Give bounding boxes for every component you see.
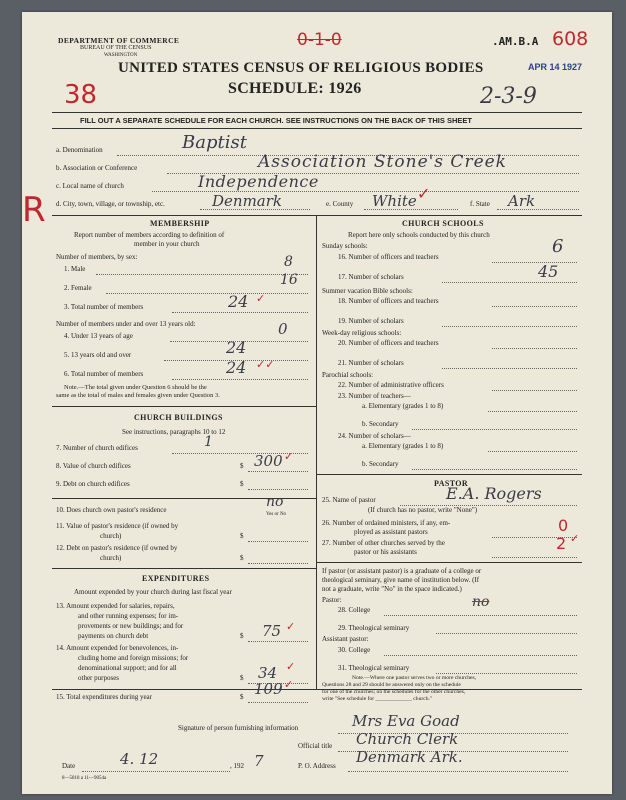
handwritten-date-code: 2-3-9	[480, 84, 537, 109]
buildings-heading: CHURCH BUILDINGS	[134, 413, 223, 422]
dollar-sign: $	[240, 632, 244, 640]
date-value[interactable]: 4. 12	[120, 750, 159, 768]
weekday-schools-label: Week-day religious schools:	[322, 329, 402, 337]
graduate-instruction: theological seminary, give name of institution below. (If	[322, 576, 480, 584]
q4-label: 4. Under 13 years of age	[64, 332, 133, 340]
q27-label: pastor or his assistants	[354, 548, 417, 556]
schools-heading: CHURCH SCHOOLS	[402, 219, 484, 228]
q15-value[interactable]: 109	[254, 680, 283, 698]
dollar-sign: $	[240, 674, 244, 682]
check-mark-icon: ✓	[256, 293, 266, 305]
q6-value[interactable]: 24	[226, 358, 247, 377]
rule	[52, 112, 582, 113]
po-address-value[interactable]: Denmark Ark.	[356, 748, 463, 766]
year-prefix: , 192	[230, 762, 244, 770]
pastor-note: write "See schedule for _____________ church."	[322, 696, 433, 702]
official-title-value[interactable]: Church Clerk	[356, 730, 459, 748]
dept-label: DEPARTMENT OF COMMERCE	[58, 36, 180, 45]
pastor-note: for one of the churches; on the schedules for the other churches,	[322, 689, 466, 695]
q23-label: 23. Number of teachers—	[338, 392, 411, 400]
q3-value[interactable]: 24	[228, 292, 249, 311]
q7-label: 7. Number of church edifices	[56, 444, 138, 452]
q14-label: cluding home and foreign missions; for	[78, 654, 189, 662]
graduate-instruction: If pastor (or assistant pastor) is a graduate of a college or	[322, 567, 482, 575]
membership-by-sex: Number of members, by sex:	[56, 253, 138, 261]
field-county[interactable]: White	[372, 192, 417, 210]
q14-label: 14. Amount expended for benevolences, in-	[56, 644, 179, 652]
q26-value[interactable]: 0	[558, 516, 569, 535]
q14-value[interactable]: 34	[258, 664, 278, 682]
signature-label: Signature of person furnishing information	[178, 724, 299, 732]
red-letter-mark: R	[22, 190, 46, 230]
q25-label: 25. Name of pastor	[322, 496, 376, 504]
membership-intro: Report number of members according to definition of	[74, 231, 225, 239]
q30-label: 30. College	[338, 646, 371, 654]
field-local-name[interactable]: Independence	[198, 172, 319, 191]
q13-value[interactable]: 75	[262, 622, 282, 640]
pastor-name[interactable]: E.A. Rogers	[446, 484, 542, 503]
q9-label: 9. Debt on church edifices	[56, 480, 130, 488]
q17-label: 17. Number of scholars	[338, 273, 404, 281]
check-mark-icon: ✓✓	[256, 359, 275, 371]
buildings-sub: See instructions, paragraphs 10 to 12	[122, 428, 226, 436]
struck-number: 0-1-0	[297, 30, 342, 50]
q19-label: 19. Number of scholars	[338, 317, 404, 325]
q11-label: church)	[100, 532, 122, 540]
field-state[interactable]: Ark	[508, 192, 536, 210]
expenditures-heading: EXPENDITURES	[142, 574, 210, 583]
parochial-schools-label: Parochial schools:	[322, 371, 374, 379]
q1-value[interactable]: 8	[284, 254, 293, 270]
dollar-sign: $	[240, 532, 244, 540]
check-mark-icon: ✓	[286, 621, 296, 633]
q13-label: and other running expenses; for im-	[78, 612, 179, 620]
po-address-label: P. O. Address	[298, 762, 336, 770]
bureau-label: BUREAU OF THE CENSUS	[80, 45, 152, 51]
q8-value[interactable]: 300	[254, 452, 283, 470]
q18-label: 18. Number of officers and teachers	[338, 297, 439, 305]
membership-note: Note.—The total given under Question 6 should be the	[64, 384, 207, 391]
form-title: UNITED STATES CENSUS OF RELIGIOUS BODIES	[118, 60, 484, 76]
pastor-note: Questions 28 and 29 should be answered only on the schedule	[322, 682, 461, 688]
q3-label: 3. Total number of members	[64, 303, 144, 311]
schedule-title: SCHEDULE: 1926	[228, 80, 362, 97]
q14-label: other purposes	[78, 674, 120, 682]
dollar-sign: $	[240, 554, 244, 562]
q24-label: 24. Number of scholars—	[338, 432, 411, 440]
q20-label: 20. Number of officers and teachers	[338, 339, 439, 347]
q8-label: 8. Value of church edifices	[56, 462, 131, 470]
q15-label: 15. Total expenditures during year	[56, 693, 152, 701]
dollar-sign: $	[240, 693, 244, 701]
q5-value[interactable]: 24	[226, 338, 247, 357]
q13-label: provements or new buildings; and for	[78, 622, 184, 630]
rule	[52, 128, 582, 129]
check-mark-icon: ✓	[417, 186, 431, 203]
field-f-label: f. State	[470, 200, 490, 208]
q2-label: 2. Female	[64, 284, 92, 292]
received-stamp: APR 14 1927	[528, 62, 583, 72]
q28-label: 28. College	[338, 606, 371, 614]
q4-value[interactable]: 0	[278, 320, 288, 338]
field-c-label: c. Local name of church	[56, 182, 124, 190]
membership-heading: MEMBERSHIP	[150, 219, 210, 228]
q22-label: 22. Number of administrative officers	[338, 381, 444, 389]
membership-age: Number of members under and over 13 years old:	[56, 320, 196, 328]
q24b-label: b. Secondary	[362, 460, 399, 468]
q6-label: 6. Total number of members	[64, 370, 144, 378]
dollar-sign: $	[240, 480, 244, 488]
q10-value[interactable]: no	[266, 494, 284, 510]
date-label: Date	[62, 762, 76, 770]
pastor-sublabel: Pastor:	[322, 596, 342, 604]
q26-label: 26. Number of ordained ministers, if any, em-	[322, 519, 451, 527]
pastor-note: Note.—Where one pastor serves two or more churches,	[352, 675, 477, 681]
field-association[interactable]: Association Stone's Creek	[258, 152, 507, 172]
field-d-label: d. City, town, village, or township, etc.	[56, 200, 165, 208]
city-label: WASHINGTON	[104, 53, 138, 58]
q21-label: 21. Number of scholars	[338, 359, 404, 367]
q1-label: 1. Male	[64, 265, 86, 273]
q7-value[interactable]: 1	[204, 434, 213, 450]
field-a-label: a. Denomination	[56, 146, 103, 154]
q2-value[interactable]: 16	[280, 272, 298, 288]
official-title-label: Official title	[298, 742, 333, 750]
q14-label: denominational support; and for all	[78, 664, 177, 672]
graduate-instruction: not a graduate, write "No" in the space indicated.)	[322, 585, 462, 593]
census-schedule-sheet	[22, 12, 612, 794]
code-printed: .AM.B.A	[492, 35, 539, 48]
q27-value[interactable]: 2	[556, 534, 567, 553]
q23b-label: b. Secondary	[362, 420, 399, 428]
q26-label: ployed as assistant pastors	[354, 528, 428, 536]
form-number: 8—5818 a 11—9054a	[62, 776, 107, 781]
q5-label: 5. 13 years old and over	[64, 351, 132, 359]
red-number: 38	[64, 80, 98, 110]
q13-label: 13. Amount expended for salaries, repairs,	[56, 602, 175, 610]
q28-value[interactable]: no	[472, 594, 490, 610]
check-mark-icon: ✓	[570, 533, 580, 545]
code-handwritten: 608	[552, 28, 589, 50]
q16-value[interactable]: 6	[552, 236, 564, 257]
sunday-schools-label: Sunday schools:	[322, 242, 368, 250]
q13-label: payments on church debt	[78, 632, 149, 640]
yes-no-hint: Yes or No	[266, 512, 287, 517]
year-value[interactable]: 7	[254, 752, 264, 770]
q12-label: church)	[100, 554, 122, 562]
q29-label: 29. Theological seminary	[338, 624, 410, 632]
q24a-label: a. Elementary (grades 1 to 8)	[362, 442, 444, 450]
pastor-heading: PASTOR	[434, 479, 469, 488]
instructions-line: FILL OUT A SEPARATE SCHEDULE FOR EACH CHURCH. SEE INSTRUCTIONS ON THE BACK OF THIS SHEET	[80, 116, 472, 125]
membership-note: same as the total of males and females given under Question 3.	[56, 392, 220, 399]
q17-value[interactable]: 45	[538, 262, 559, 281]
q16-label: 16. Number of officers and teachers	[338, 253, 439, 261]
summer-schools-label: Summer vacation Bible schools:	[322, 287, 413, 295]
q25-note: (If church has no pastor, write "None")	[368, 506, 478, 514]
check-mark-icon: ✓	[284, 451, 294, 463]
field-denomination[interactable]: Baptist	[182, 132, 247, 153]
signature-value[interactable]: Mrs Eva Goad	[352, 712, 460, 730]
membership-intro: member in your church	[134, 240, 200, 248]
q27-label: 27. Number of other churches served by the	[322, 539, 445, 547]
field-e-label: e. County	[326, 200, 354, 208]
check-mark-icon: ✓	[284, 679, 294, 691]
field-b-label: b. Association or Conference	[56, 164, 138, 172]
q11-label: 11. Value of pastor's residence (if owned by	[56, 522, 179, 530]
assistant-pastor-label: Assistant pastor:	[322, 635, 369, 643]
dollar-sign: $	[240, 462, 244, 470]
q31-label: 31. Theological seminary	[338, 664, 410, 672]
expenditures-sub: Amount expended by your church during last fiscal year	[74, 588, 232, 596]
schools-intro: Report here only schools conducted by this church	[348, 231, 490, 239]
check-mark-icon: ✓	[286, 661, 296, 673]
q12-label: 12. Debt on pastor's residence (if owned by	[56, 544, 178, 552]
q23a-label: a. Elementary (grades 1 to 8)	[362, 402, 444, 410]
field-city[interactable]: Denmark	[212, 192, 282, 210]
q10-label: 10. Does church own pastor's residence	[56, 506, 167, 514]
